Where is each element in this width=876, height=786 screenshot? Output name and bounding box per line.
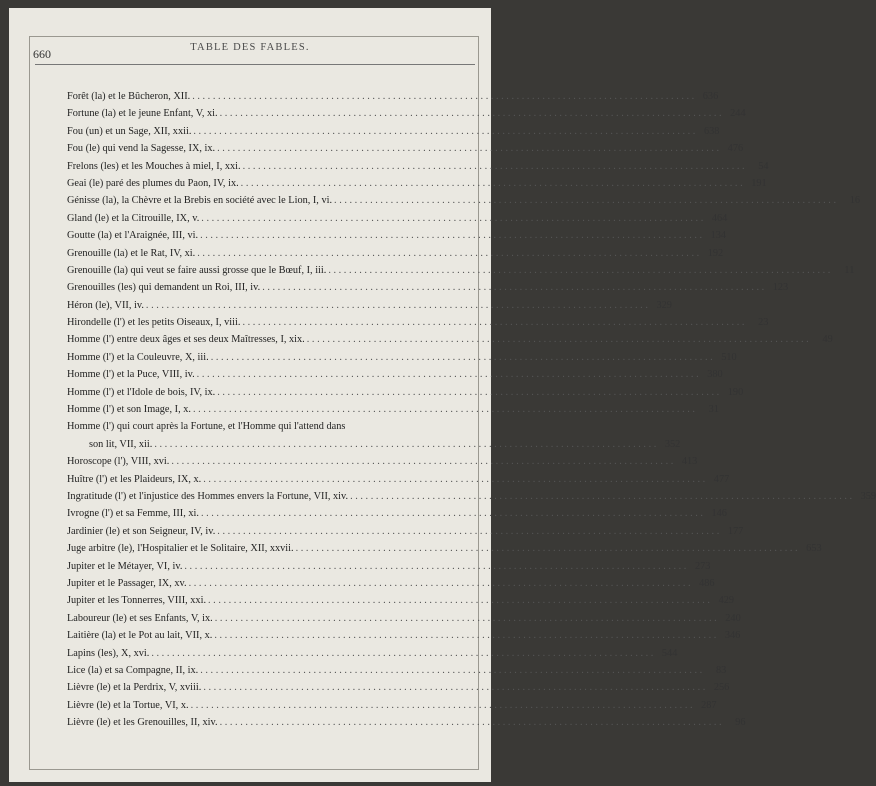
- entry-page-number: 476: [727, 143, 744, 155]
- toc-entry: [67, 123, 720, 140]
- entry-title: Homme (l') et l'Idole de bois, IV, ix.: [67, 386, 216, 398]
- toc-entry: [67, 331, 833, 348]
- entry-title: Lièvre (le) et les Grenouilles, II, xiv.: [67, 717, 218, 729]
- entry-title: Lice (la) et sa Compagne, II, ix.: [67, 664, 199, 676]
- toc-entry: [67, 627, 741, 644]
- entry-page-number: 510: [721, 351, 737, 363]
- entry-page-number: 273: [694, 560, 711, 572]
- dot-leader: [191, 123, 697, 140]
- toc-entry: [67, 349, 737, 366]
- dot-leader: [191, 401, 697, 418]
- dot-leader: [326, 262, 832, 279]
- dot-leader: [241, 158, 747, 175]
- dot-leader: [215, 523, 721, 540]
- dot-leader: [201, 679, 707, 696]
- dot-leader: [189, 697, 695, 714]
- entry-title: Homme (l') et son Image, I, x.: [67, 404, 191, 416]
- entry-page-number: 83: [715, 664, 727, 676]
- toc-entry: [67, 471, 730, 488]
- table-of-fables: [67, 88, 876, 731]
- entry-page-number: 346: [724, 630, 741, 642]
- dot-leader: [218, 105, 724, 122]
- entry-page-number: 256: [713, 682, 730, 694]
- entry-title: Huître (l') et les Plaideurs, IX, x.: [67, 473, 202, 485]
- toc-entry: [67, 140, 744, 157]
- entry-page-number: 240: [725, 612, 741, 624]
- toc-entry: [67, 401, 719, 418]
- dot-leader: [195, 245, 701, 262]
- running-head: TABLE DES FABLES.: [190, 42, 310, 53]
- entry-title: Jupiter et le Métayer, VI, iv.: [67, 560, 183, 572]
- entry-title: son lit, VII, xii.: [89, 438, 153, 450]
- entry-title: Forêt (la) et le Bûcheron, XII.: [67, 91, 191, 102]
- dot-leader: [198, 662, 704, 679]
- toc-entry: [67, 88, 719, 105]
- toc-entry: [67, 279, 789, 296]
- entry-title: Grenouilles (les) qui demandent un Roi, III, iv.: [67, 282, 261, 294]
- dot-leader: [187, 575, 693, 592]
- entry-title: Ivrogne (l') et sa Femme, III, xi.: [67, 508, 199, 520]
- dot-leader: [144, 297, 650, 314]
- dot-leader: [240, 314, 746, 331]
- toc-entry: [67, 192, 861, 209]
- entry-title: Juge arbitre (le), l'Hospitalier et le Solitaire, XII, xxvii.: [67, 543, 294, 555]
- entry-title: Horoscope (l'), VIII, xvi.: [67, 456, 170, 468]
- entry-page-number: 134: [710, 230, 727, 242]
- entry-page-number: 190: [727, 386, 744, 398]
- toc-entry: [67, 558, 711, 575]
- entry-page-number: 380: [707, 369, 723, 381]
- dot-leader: [152, 436, 658, 453]
- entry-title: Jupiter et le Passager, IX, xv.: [67, 577, 187, 589]
- dot-leader: [212, 627, 718, 644]
- entry-title: Laitière (la) et le Pot au lait, VII, x.: [67, 630, 213, 642]
- entry-page-number: 16: [849, 195, 861, 207]
- toc-entry: [67, 418, 444, 435]
- entry-title: Ingratitude (l') et l'injustice des Hommes envers la Fortune, VII, xiv.: [67, 490, 349, 502]
- entry-page-number: 192: [707, 247, 724, 259]
- toc-entry: [67, 697, 717, 714]
- dot-leader: [169, 453, 675, 470]
- entry-title: Grenouille (la) qui veut se faire aussi grosse que le Bœuf, I, iii.: [67, 264, 327, 276]
- toc-entry: [67, 436, 681, 453]
- book-page: [9, 8, 876, 782]
- dot-leader: [199, 505, 705, 522]
- entry-page-number: 54: [758, 160, 769, 172]
- entry-title: Lièvre (le) et la Perdrix, V, xviii.: [67, 682, 202, 694]
- toc-entry: [67, 610, 741, 627]
- entry-title: Homme (l') qui court après la Fortune, et l'Homme qui l'attend dans: [67, 421, 346, 433]
- entry-title: Hirondelle (l') et les petits Oiseaux, I, viii.: [67, 317, 241, 329]
- dot-leader: [348, 488, 854, 505]
- toc-entry: [67, 227, 727, 244]
- dot-leader: [182, 558, 688, 575]
- entry-page-number: 653: [806, 543, 822, 555]
- entry-page-number: 11: [844, 264, 855, 276]
- page-number: 660: [33, 47, 51, 61]
- dot-leader: [294, 540, 800, 557]
- entry-page-number: 486: [699, 577, 715, 589]
- entry-title: Homme (l') et la Couleuvre, X, iii.: [67, 351, 209, 363]
- dot-leader: [260, 279, 766, 296]
- header-rule: [35, 64, 475, 65]
- dot-leader: [209, 349, 715, 366]
- entry-page-number: 96: [735, 717, 746, 729]
- dot-leader: [218, 714, 724, 731]
- entry-title: Geai (le) paré des plumes du Paon, IV, ix.: [67, 177, 239, 189]
- dot-leader: [206, 592, 712, 609]
- entry-title: Frelons (les) et les Mouches à miel, I, xxi.: [67, 160, 241, 172]
- toc-entry: [67, 488, 876, 505]
- dot-leader: [198, 227, 704, 244]
- toc-entry: [67, 105, 746, 122]
- toc-entry: [67, 679, 730, 696]
- entry-page-number: 191: [751, 177, 767, 189]
- toc-entry: [67, 366, 723, 383]
- entry-page-number: 359: [860, 490, 876, 502]
- entry-page-number: 413: [681, 456, 698, 468]
- dot-leader: [201, 471, 707, 488]
- dot-leader: [195, 366, 701, 383]
- toc-entry: [67, 210, 728, 227]
- dot-leader: [190, 88, 696, 105]
- dot-leader: [149, 645, 655, 662]
- toc-entry: [67, 262, 855, 279]
- toc-entry: [67, 540, 822, 557]
- dot-leader: [239, 175, 745, 192]
- entry-title: Gland (le) et la Citrouille, IX, v.: [67, 212, 200, 224]
- entry-page-number: 477: [713, 473, 730, 485]
- dot-leader: [332, 192, 838, 209]
- entry-page-number: 329: [656, 299, 672, 311]
- toc-entry: [67, 714, 746, 731]
- entry-title: Homme (l') entre deux âges et ses deux Maîtresses, I, xix.: [67, 334, 305, 346]
- entry-title: Lapins (les), X, xvi.: [67, 647, 150, 659]
- entry-page-number: 638: [703, 125, 720, 137]
- entry-title: Fortune (la) et le jeune Enfant, V, xi.: [67, 108, 218, 120]
- toc-entry: [67, 384, 744, 401]
- toc-entry: [67, 592, 735, 609]
- dot-leader: [215, 140, 721, 157]
- entry-page-number: 287: [701, 699, 717, 711]
- entry-title: Goutte (la) et l'Araignée, III, vi.: [67, 230, 199, 242]
- toc-entry: [67, 245, 724, 262]
- entry-page-number: 429: [718, 595, 735, 607]
- toc-entry: [67, 662, 727, 679]
- entry-page-number: 123: [772, 282, 789, 294]
- dot-leader: [213, 610, 719, 627]
- entry-page-number: 464: [711, 212, 728, 224]
- dot-leader: [215, 384, 721, 401]
- toc-entry: [67, 453, 698, 470]
- toc-entry: [67, 297, 672, 314]
- toc-entry: [67, 158, 769, 175]
- dot-leader: [199, 210, 705, 227]
- entry-title: Fou (le) qui vend la Sagesse, IX, ix.: [67, 143, 216, 155]
- toc-entry: [67, 523, 744, 540]
- entry-page-number: 31: [708, 404, 719, 416]
- entry-title: Laboureur (le) et ses Enfants, V, ix.: [67, 612, 213, 624]
- entry-page-number: 49: [822, 334, 833, 346]
- entry-title: Grenouille (la) et le Rat, IV, xi.: [67, 247, 196, 259]
- toc-entry: [67, 314, 769, 331]
- toc-entry: [67, 575, 715, 592]
- entry-title: Héron (le), VII, iv.: [67, 299, 144, 311]
- toc-entry: [67, 505, 727, 522]
- entry-title: Fou (un) et un Sage, XII, xxii.: [67, 125, 192, 137]
- entry-title: Génisse (la), la Chèvre et la Brebis en société avec le Lion, I, vi.: [67, 195, 333, 207]
- toc-entry: [67, 175, 767, 192]
- entry-title: Jupiter et les Tonnerres, VIII, xxi.: [67, 595, 207, 607]
- entry-page-number: 23: [758, 317, 769, 329]
- entry-title: Homme (l') et la Puce, VIII, iv.: [67, 369, 195, 381]
- entry-page-number: 352: [664, 438, 681, 450]
- toc-entry: [67, 645, 678, 662]
- entry-title: Jardinier (le) et son Seigneur, IV, iv.: [67, 525, 216, 537]
- entry-page-number: 244: [730, 108, 746, 120]
- entry-title: Lièvre (le) et la Tortue, VI, x.: [67, 699, 189, 711]
- dot-leader: [305, 331, 811, 348]
- entry-page-number: 177: [727, 525, 744, 537]
- entry-page-number: 544: [661, 647, 678, 659]
- entry-page-number: 636: [702, 91, 719, 102]
- entry-page-number: 146: [711, 508, 727, 520]
